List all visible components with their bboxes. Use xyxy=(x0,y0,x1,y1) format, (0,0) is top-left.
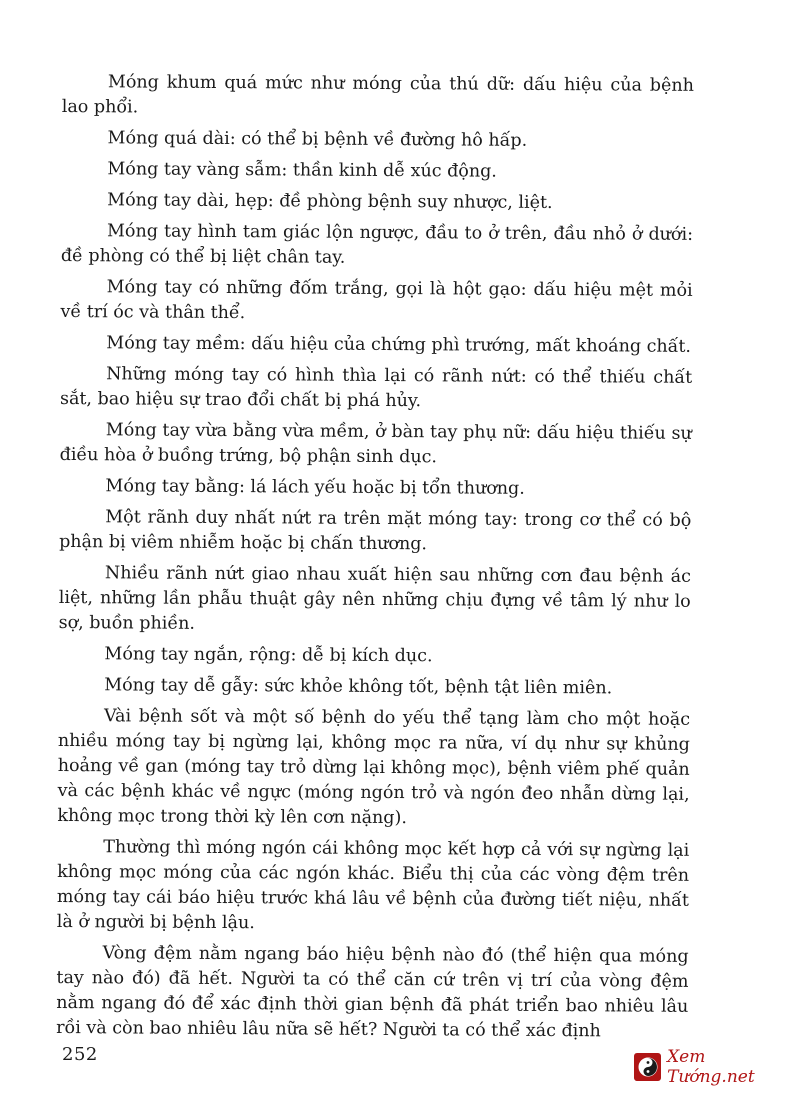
paragraph: Nhiều rãnh nứt giao nhau xuất hiện sau những cơn đau bệnh ác liệt, những lần phẫu thuật gây nên những chịu đựng về tâm lý như lo sợ, buồn phiền. xyxy=(58,563,691,634)
paragraph: Móng quá dài: có thể bị bệnh về đường hô hấp. xyxy=(107,128,528,151)
paragraph: Móng tay mềm: dấu hiệu của chứng phì trướng, mất khoáng chất. xyxy=(106,333,692,357)
yin-yang-icon xyxy=(634,1053,661,1081)
paragraph: Móng tay vàng sẫm: thần kinh dễ xúc động. xyxy=(107,159,497,182)
watermark-brand: Xem Tướng.net xyxy=(667,1047,755,1087)
paragraph: Móng tay bằng: lá lách yếu hoặc bị tổn thương. xyxy=(105,476,525,499)
paragraph: Thường thì móng ngón cái không mọc kết hợp cả với sự ngừng lại không mọc móng của các ngón khác. Biểu thị của các vòng đệm trên móng tay cái báo hiệu trước khá lâu về bệnh của đường tiết niệu, nhất là ở người bị bệnh lậu. xyxy=(56,837,690,934)
paragraph: Móng tay dài, hẹp: đề phòng bệnh suy nhược, liệt. xyxy=(107,190,553,213)
paragraph: Móng khum quá mức như móng của thú dữ: dấu hiệu của bệnh lao phổi. xyxy=(61,72,694,118)
paragraph: Móng tay dễ gẫy: sức khỏe không tốt, bệnh tật liên miên. xyxy=(104,675,613,699)
paragraph: Một rãnh duy nhất nứt ra trên mặt móng tay: trong cơ thể có bộ phận bị viêm nhiễm hoặc bị chấn thương. xyxy=(59,507,692,555)
paragraph: Vài bệnh sốt và một số bệnh do yếu thể tạng làm cho một hoặc nhiều móng tay bị ngừng lại, không mọc ra nữa, ví dụ như sự khủng hoảng về gan (móng tay trỏ dừng lại không mọc), bệnh viêm phế quản và các bệnh khác về ngực (móng ngón trỏ và ngón đeo nhẫn dừng lại, không mọc trong thời kỳ lên cơn nặng). xyxy=(57,706,691,829)
paragraph: Móng tay có những đốm trắng, gọi là hột gạo: dấu hiệu mệt mỏi về trí óc và thân thể. xyxy=(60,277,693,324)
watermark xyxy=(634,1047,794,1087)
paragraph: Móng tay hình tam giác lộn ngược, đầu to ở trên, đầu nhỏ ở dưới: đề phòng có thể bị liệt chân tay. xyxy=(60,221,694,268)
paragraph: Những móng tay có hình thìa lại có rãnh nứt: có thể thiếu chất sắt, bao hiệu sự trao đổi chất bị phá hủy. xyxy=(59,364,693,412)
paragraph: Vòng đệm nằm ngang báo hiệu bệnh nào đó (thể hiện qua móng tay nào đó) đã hết. Người ta có thể căn cứ trên vị trí của vòng đệm nằm ngang đó để xác định thời gian bệnh đã phát triển bao nhiêu lâu rồi và còn bao nhiêu lâu nữa sẽ hết? Người ta có thể xác định xyxy=(56,943,689,1042)
paragraph: Móng tay vừa bằng vừa mềm, ở bàn tay phụ nữ: dấu hiệu thiếu sự điều hòa ở buồng trứng, bộ phận sinh dục. xyxy=(59,420,692,468)
page-number: 252 xyxy=(62,1044,98,1065)
page-body xyxy=(56,70,694,1051)
paragraph: Móng tay ngắn, rộng: dễ bị kích dục. xyxy=(104,644,433,667)
